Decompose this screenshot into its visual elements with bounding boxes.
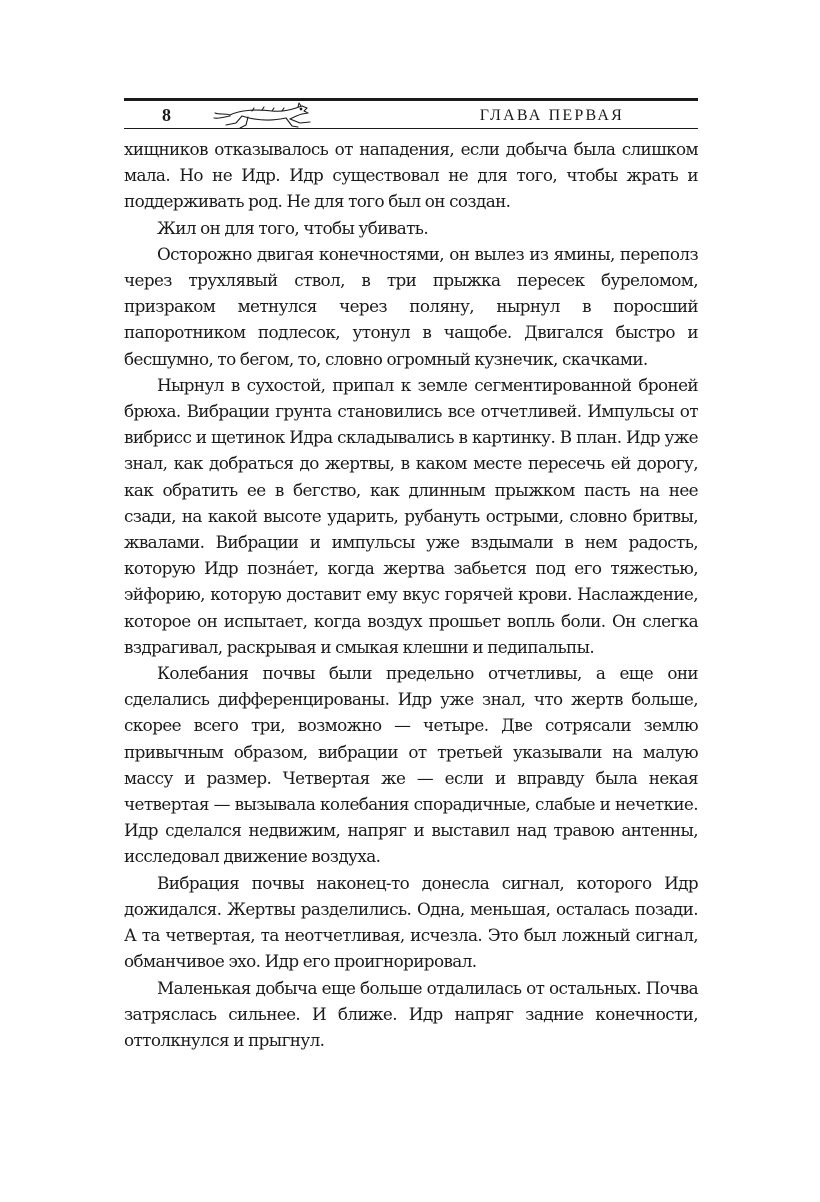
running-head: ГЛАВА ПЕРВАЯ (479, 107, 624, 124)
paragraph: Маленькая добыча еще больше отдалилась от остальных. Почва затряслась сильнее. И ближе. Идр напряг задние конечности, оттолкнулся и прыгнул. (124, 977, 698, 1050)
chapter-body-text (124, 136, 698, 1053)
paragraph: Жил он для того, чтобы убивать. (157, 217, 429, 238)
paragraph: Осторожно двигая конечностями, он вылез из ямины, переполз через трухлявый ствол, в три прыжка пересек буреломом, призраком метнулся через поляну, нырнул в поросший папоротником подлесок, утонул в чащобе. Двигался быстро и бесшумно, то бегом, то, словно огромный кузнечик, скачками. (124, 243, 698, 369)
header-rule-bottom (124, 128, 698, 129)
paragraph: Вибрация почвы наконец-то донесла сигнал, которого Идр дожидался. Жертвы разделились. Одна, меньшая, осталась позади. А та четвертая, та неотчетливая, исчезла. Это был ложный сигнал, обманчивое эхо. Идр его проигнорировал. (124, 872, 698, 972)
paragraph: Нырнул в сухостой, припал к земле сегментированной броней брюха. Вибрации грунта становились все отчетливей. Импульсы от вибрисс и щетинок Идра складывались в картинку. В план. Идр уже знал, как добраться до жертвы, в каком месте пересечь ей дорогу, как обратить ее в бегство, как длинным прыжком пасть на нее сзади, на какой высоте ударить, рубануть острыми, словно бритвы, жвалами. Вибрации и импульсы уже вздымали в нем радость, которую Идр позна́ет, когда жертва забьется под его тяжестью, эйфорию, которую доставит ему вкус горячей крови. Наслаждение, которое он испытает, когда воздух прошьет вопль боли. Он слегка вздрагивал, раскрывая и смыкая клешни и педипальпы. (124, 374, 698, 657)
page-header (124, 98, 698, 132)
page-number: 8 (162, 105, 171, 125)
paragraph: хищников отказывалось от нападения, если добыча была слишком мала. Но не Идр. Идр существовал не для того, чтобы жрать и поддерживать род. Не для того был он создан. (124, 139, 698, 212)
wolf-running-icon (212, 101, 322, 129)
paragraph: Колебания почвы были предельно отчетливы, а еще они сделались дифференцированы. Идр уже знал, что жертв больше, скорее всего три, возможно — четыре. Две сотрясали землю привычным образом, вибрации от третьей указывали на малую массу и размер. Четвертая же — если и вправду была некая четвертая — вызывала колебания спорадичные, слабые и нечеткие. Идр сделался недвижим, напряг и выставил над травою антенны, исследовал движение воздуха. (124, 663, 698, 867)
header-rule-top (124, 98, 698, 101)
